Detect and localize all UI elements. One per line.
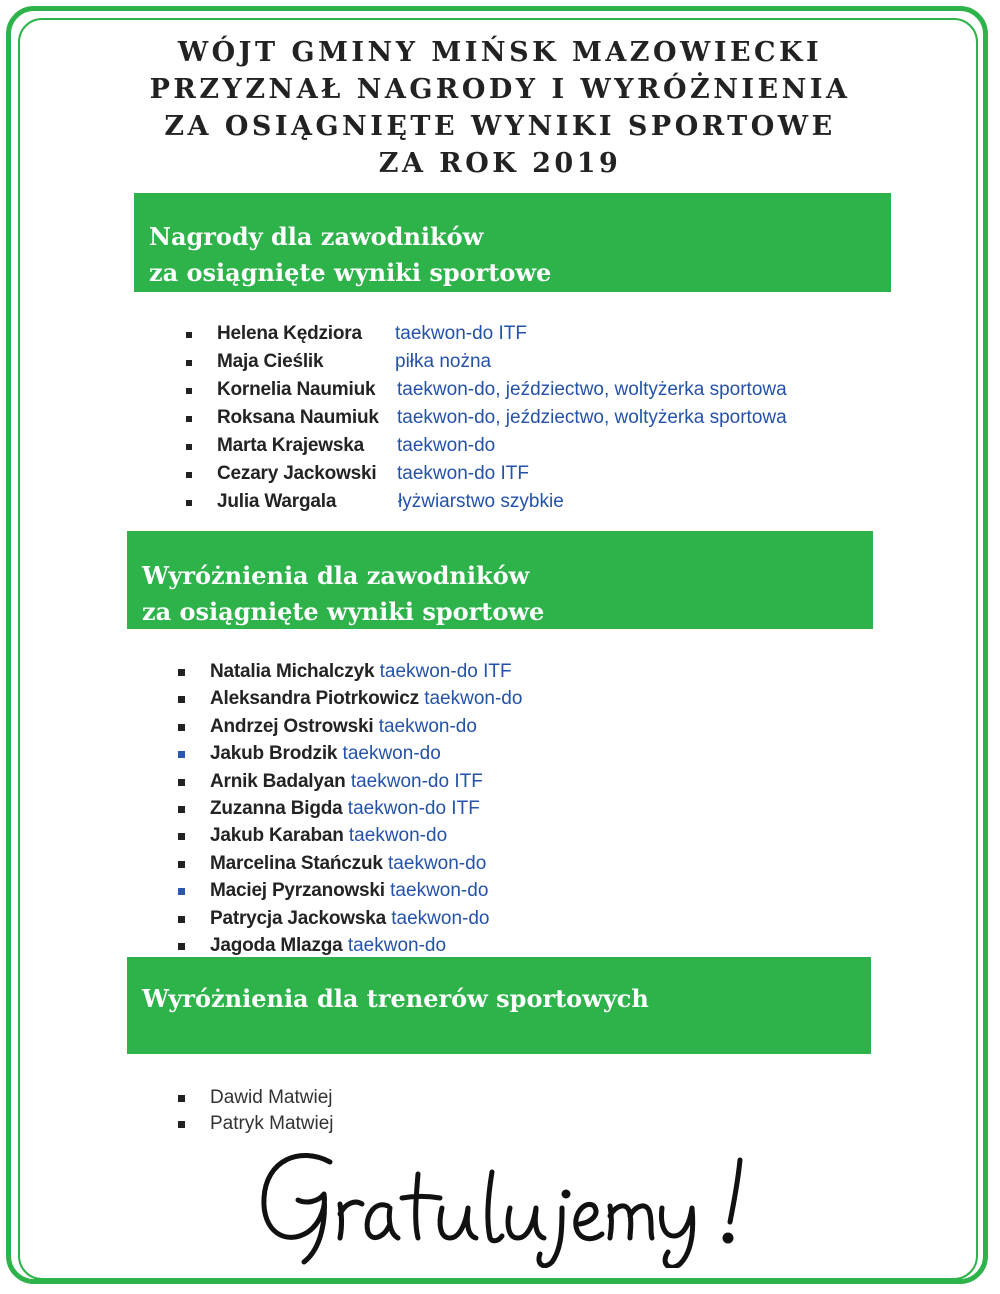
sport-name: taekwon-do xyxy=(388,852,487,874)
sport-name: taekwon-do xyxy=(378,715,477,737)
bullet-icon xyxy=(178,1095,185,1102)
coach-name: Dawid Matwiej xyxy=(210,1087,333,1108)
athlete-name: Aleksandra Piotrkowicz xyxy=(210,688,419,710)
list-item xyxy=(178,685,522,712)
section-heading: Wyróżnienia dla trenerów sportowych xyxy=(142,984,649,1013)
sport-name: łyżwiarstwo szybkie xyxy=(398,491,564,512)
sport-name: taekwon-do xyxy=(390,880,489,902)
bullet-icon xyxy=(186,444,192,450)
handwriting-image xyxy=(0,1138,1000,1268)
sport-name: taekwon-do ITF xyxy=(347,797,480,819)
bullet-icon xyxy=(186,332,192,338)
list-item xyxy=(178,850,522,877)
bullet-icon xyxy=(186,472,192,478)
bullet-icon xyxy=(178,1121,185,1128)
bullet-icon xyxy=(186,388,192,394)
list-item xyxy=(178,713,522,740)
bullet-icon xyxy=(178,751,185,758)
sport-name: taekwon-do xyxy=(391,907,490,929)
athlete-name: Marcelina Stańczuk xyxy=(210,852,383,874)
sport-name: taekwon-do ITF xyxy=(395,323,527,344)
section-heading-line-1: Wyróżnienia dla zawodników xyxy=(142,561,530,590)
athlete-name: Roksana Naumiuk xyxy=(217,407,379,428)
list-item xyxy=(178,658,522,685)
title-line-2: PRZYZNAŁ NAGRODY I WYRÓŻNIENIA xyxy=(149,74,851,105)
list-item xyxy=(178,1085,334,1111)
athlete-name: Andrzej Ostrowski xyxy=(210,715,374,737)
bullet-icon xyxy=(178,724,185,731)
sport-name: taekwon-do, jeździectwo, woltyżerka sportowa xyxy=(397,379,787,400)
page-title xyxy=(0,34,1000,182)
section-heading-line-2: za osiągnięte wyniki sportowe xyxy=(142,597,545,626)
sport-name: taekwon-do xyxy=(348,825,448,847)
athlete-name: Jagoda Mlazga xyxy=(210,934,343,956)
bullet-icon xyxy=(178,779,185,786)
sport-name: taekwon-do ITF xyxy=(350,770,483,792)
bullet-icon xyxy=(178,669,185,676)
sport-name: taekwon-do ITF xyxy=(397,463,529,484)
sport-name: taekwon-do ITF xyxy=(379,661,512,682)
section-distinctions-banner xyxy=(127,531,873,629)
list-item xyxy=(178,768,522,795)
athlete-name: Julia Wargala xyxy=(217,491,337,512)
section-heading-line-2: za osiągnięte wyniki sportowe xyxy=(149,258,552,287)
coach-name: Patryk Matwiej xyxy=(210,1113,334,1134)
list-item xyxy=(178,877,522,904)
sport-name: taekwon-do, jeździectwo, woltyżerka sportowa xyxy=(397,407,787,428)
title-line-4: ZA ROK 2019 xyxy=(378,148,622,179)
bullet-icon xyxy=(178,806,185,813)
bullet-icon xyxy=(178,696,185,703)
athlete-name: Jakub Brodzik xyxy=(210,743,338,765)
list-item xyxy=(178,740,522,767)
list-item xyxy=(178,905,522,932)
bullet-icon xyxy=(178,916,185,923)
sport-name: piłka nożna xyxy=(395,351,492,372)
coaches-list xyxy=(178,1085,334,1137)
athlete-name: Helena Kędziora xyxy=(217,323,362,344)
athlete-name: Natalia Michalczyk xyxy=(210,661,375,682)
athlete-name: Jakub Karaban xyxy=(210,825,344,847)
title-line-3: ZA OSIĄGNIĘTE WYNIKI SPORTOWE xyxy=(164,111,836,142)
list-item xyxy=(178,822,522,849)
section-coaches-banner xyxy=(127,957,871,1054)
section-heading-line-1: Nagrody dla zawodników xyxy=(149,222,484,251)
athlete-name: Marta Krajewska xyxy=(217,435,364,456)
bullet-icon xyxy=(186,416,192,422)
bullet-icon xyxy=(186,500,192,506)
bullet-icon xyxy=(178,861,185,868)
list-item xyxy=(178,1111,334,1137)
sport-name: taekwon-do xyxy=(347,934,447,956)
athlete-name: Arnik Badalyan xyxy=(210,770,346,792)
distinctions-list xyxy=(178,658,522,959)
athlete-name: Patrycja Jackowska xyxy=(210,907,386,929)
athlete-name: Maciej Pyrzanowski xyxy=(210,880,385,902)
bullet-icon xyxy=(178,888,185,895)
athlete-name: Kornelia Naumiuk xyxy=(217,379,376,400)
sport-name: taekwon-do xyxy=(424,688,523,710)
closing-handwritten xyxy=(0,1138,1000,1268)
bullet-icon xyxy=(178,833,185,840)
list-item xyxy=(178,795,522,822)
section-awards-banner xyxy=(134,193,891,292)
athlete-name: Maja Cieślik xyxy=(217,351,324,372)
bullet-icon xyxy=(186,360,192,366)
title-line-1: WÓJT GMINY MIŃSK MAZOWIECKI xyxy=(177,37,823,68)
sport-name: taekwon-do xyxy=(342,743,441,765)
bullet-icon xyxy=(178,943,185,950)
athlete-name: Zuzanna Bigda xyxy=(210,797,343,819)
athlete-name: Cezary Jackowski xyxy=(217,463,377,484)
sport-name: taekwon-do xyxy=(397,435,496,456)
list-item xyxy=(178,932,522,959)
